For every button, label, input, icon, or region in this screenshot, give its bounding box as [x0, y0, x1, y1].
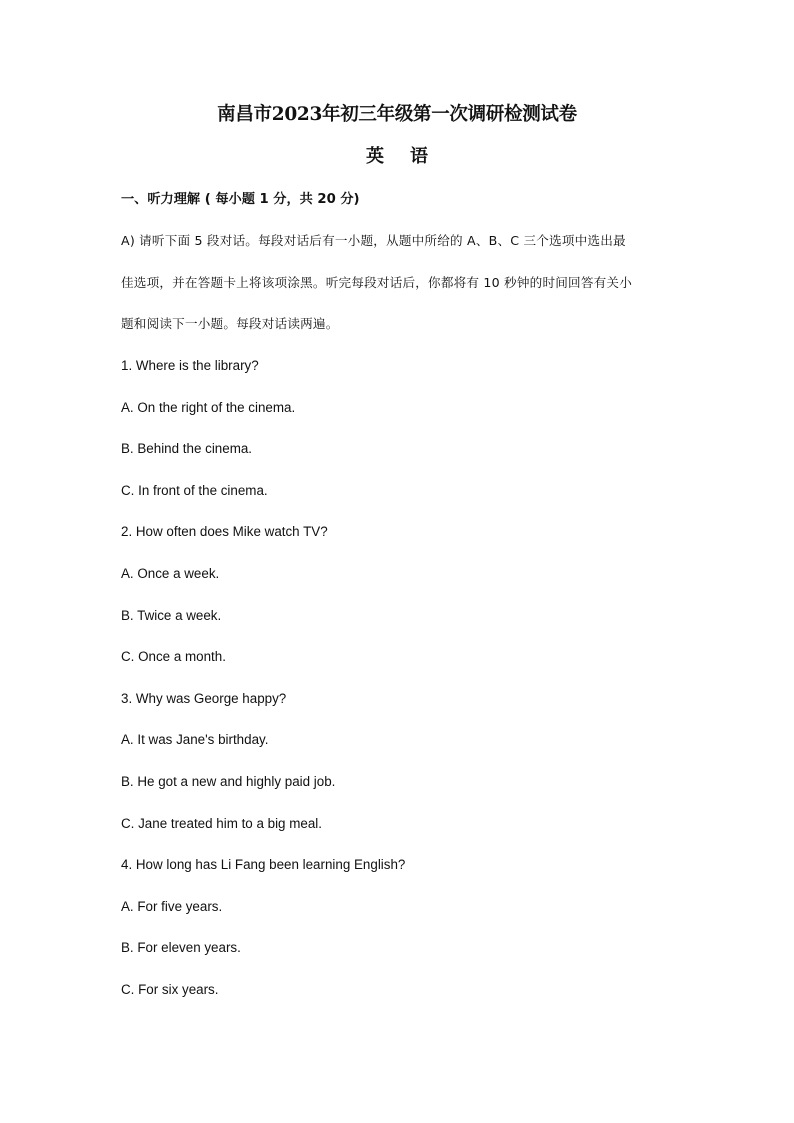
question-2-option-b: B. Twice a week. — [121, 608, 222, 623]
question-1: 1. Where is the library? — [121, 358, 259, 373]
question-4: 4. How long has Li Fang been learning English? — [121, 857, 406, 872]
question-4-option-a: A. For five years. — [121, 899, 223, 914]
instruction-line: 题和阅读下一小题。每段对话读两遍。 — [121, 316, 339, 331]
question-2-option-a: A. Once a week. — [121, 566, 220, 581]
question-1-option-b: B. Behind the cinema. — [121, 441, 253, 456]
instruction-line: 佳选项，并在答题卡上将该项涂黑。听完每段对话后，你都将有 10 秒钟的时间回答有关小 — [121, 275, 632, 290]
subject-title: 英语 — [366, 146, 454, 167]
section-heading: 一、听力理解 ( 每小题 1 分，共 20 分) — [121, 192, 360, 207]
question-3: 3. Why was George happy? — [121, 691, 287, 706]
question-4-option-b: B. For eleven years. — [121, 940, 241, 955]
question-3-option-c: C. Jane treated him to a big meal. — [121, 816, 322, 831]
exam-title: 南昌市2023年初三年级第一次调研检测试卷 — [217, 104, 577, 125]
question-1-option-c: C. In front of the cinema. — [121, 483, 268, 498]
question-4-option-c: C. For six years. — [121, 982, 219, 997]
question-3-option-b: B. He got a new and highly paid job. — [121, 774, 336, 789]
instruction-line: A) 请听下面 5 段对话。每段对话后有一小题，从题中所给的 A、B、C 三个选项中选出最 — [121, 233, 626, 248]
question-1-option-a: A. On the right of the cinema. — [121, 400, 296, 415]
question-2: 2. How often does Mike watch TV? — [121, 524, 328, 539]
question-2-option-c: C. Once a month. — [121, 649, 226, 664]
question-3-option-a: A. It was Jane's birthday. — [121, 732, 269, 747]
